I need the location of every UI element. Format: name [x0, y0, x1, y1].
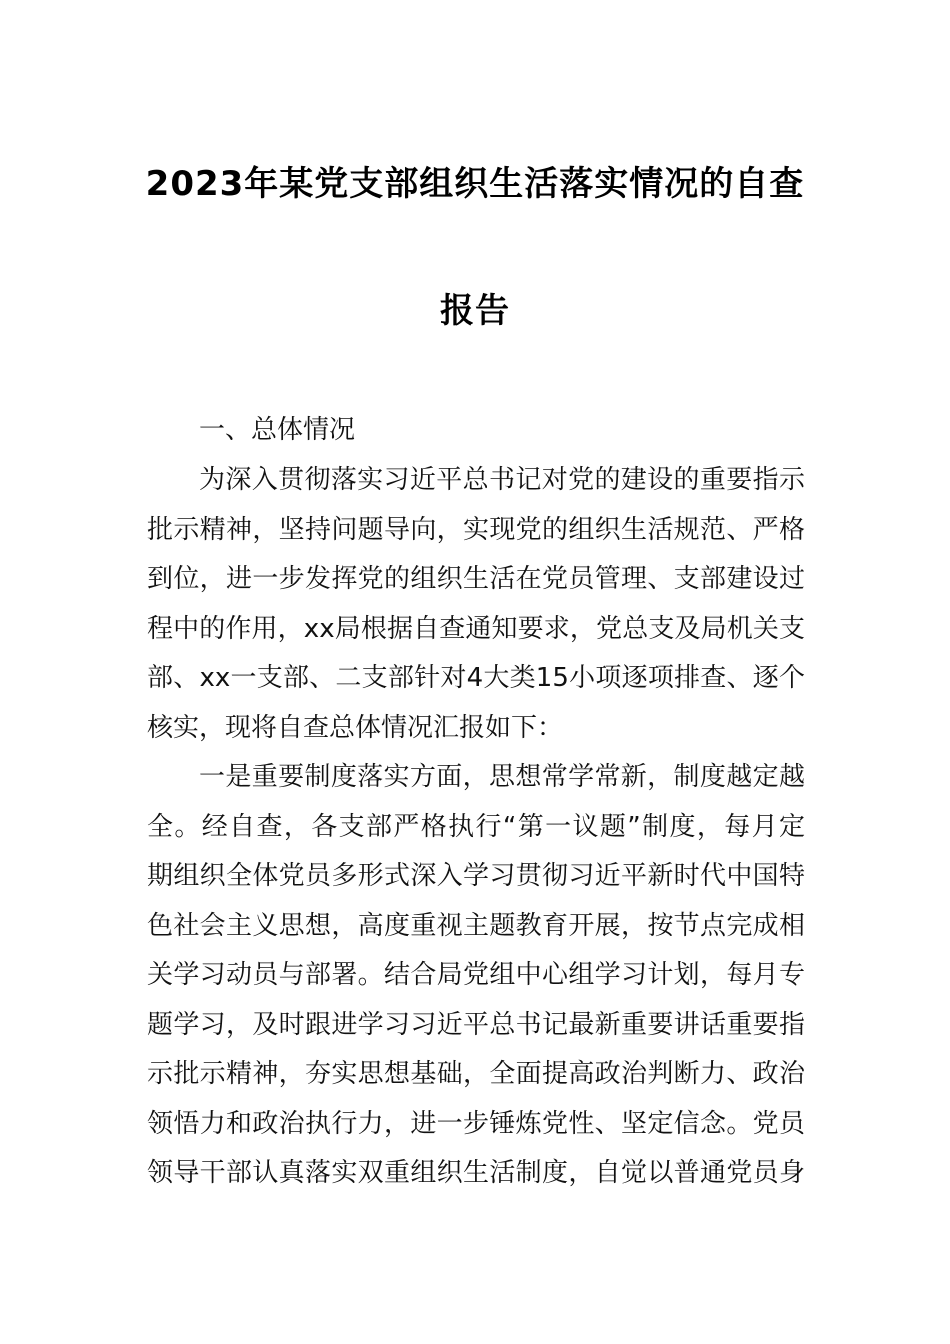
section-heading: 一、总体情况	[199, 415, 356, 445]
paragraph-2-line-1: 一是重要制度落实方面，思想常学常新，制度越定越	[199, 762, 805, 792]
paragraph-2-line-3: 期组织全体党员多形式深入学习贯彻习近平新时代中国特	[147, 861, 805, 891]
paragraph-2-line-7: 示批示精神，夯实思想基础，全面提高政治判断力、政治	[147, 1059, 805, 1089]
paragraph-2-line-9: 领导干部认真落实双重组织生活制度，自觉以普通党员身	[147, 1158, 805, 1188]
paragraph-2-line-6: 题学习，及时跟进学习习近平总书记最新重要讲话重要指	[147, 1010, 805, 1040]
paragraph-2-line-2: 全。经自查，各支部严格执行“第一议题”制度，每月定	[147, 812, 805, 842]
document-title-line-2: 报告	[440, 291, 510, 331]
paragraph-2-line-8: 领悟力和政治执行力，进一步锤炼党性、坚定信念。党员	[147, 1109, 805, 1139]
document-title-line-1: 2023年某党支部组织生活落实情况的自查	[145, 164, 805, 204]
paragraph-1-line-4: 程中的作用，xx局根据自查通知要求，党总支及局机关支	[147, 614, 805, 644]
paragraph-1-line-5: 部、xx一支部、二支部针对4大类15小项逐项排查、逐个	[147, 663, 805, 693]
paragraph-1-line-6: 核实，现将自查总体情况汇报如下：	[147, 713, 564, 743]
paragraph-2-line-5: 关学习动员与部署。结合局党组中心组学习计划，每月专	[147, 960, 805, 990]
paragraph-1-line-1: 为深入贯彻落实习近平总书记对党的建设的重要指示	[199, 465, 805, 495]
paragraph-1-line-2: 批示精神，坚持问题导向，实现党的组织生活规范、严格	[147, 515, 805, 545]
paragraph-1-line-3: 到位，进一步发挥党的组织生活在党员管理、支部建设过	[147, 564, 805, 594]
paragraph-2-line-4: 色社会主义思想，高度重视主题教育开展，按节点完成相	[147, 911, 805, 941]
